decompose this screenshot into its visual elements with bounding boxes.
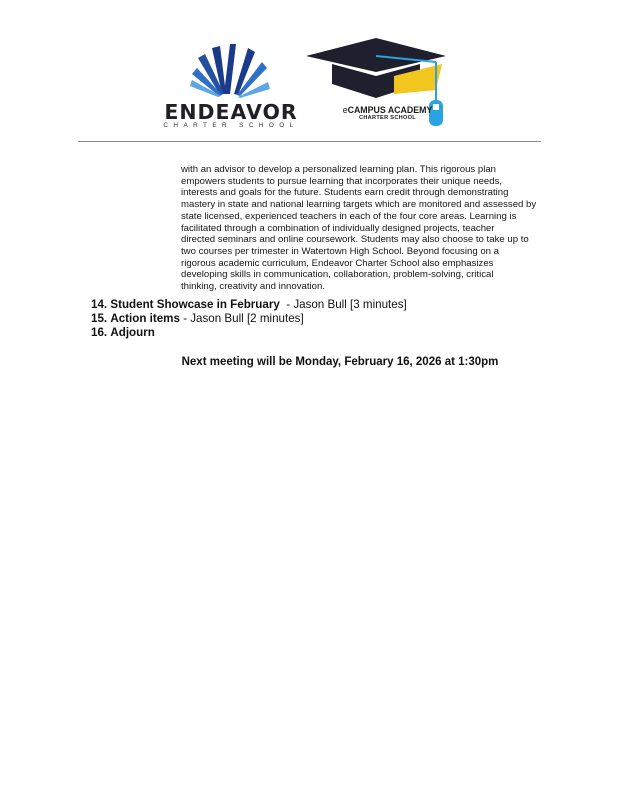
agenda-item-number: 15. (91, 312, 108, 326)
ecampus-wordmark-main: CAMPUS ACADEMY (347, 105, 433, 115)
agenda-item (91, 298, 511, 312)
agenda-item-title: Adjourn (110, 326, 155, 340)
agenda-item-detail: - Jason Bull [3 minutes] (279, 298, 407, 311)
agenda-item (91, 312, 511, 326)
agenda-item-title: Action items (110, 312, 180, 326)
paragraph-line: mastery in state and national learning targets which are monitored and assessed by (181, 199, 537, 211)
header-divider (78, 141, 541, 142)
ecampus-logo (306, 36, 451, 132)
body-paragraph (181, 164, 549, 293)
agenda-item-number: 16. (91, 326, 108, 340)
endeavor-wordmark: ENDEAVOR (164, 100, 298, 124)
ecampus-wordmark-prefix: e (342, 105, 348, 115)
agenda-list (91, 298, 511, 341)
ecampus-wordmark (330, 105, 445, 115)
paragraph-line: rigorous academic curriculum, Endeavor Charter School also emphasizes (181, 257, 494, 269)
agenda-item-title: Student Showcase in February (110, 298, 280, 311)
paragraph-line: with an advisor to develop a personalized learning plan. This rigorous plan (181, 164, 497, 175)
paragraph-line: thinking, creativity and innovation. (181, 281, 325, 293)
paragraph-line: interests and goals for the future. Students earn credit through demonstrating (181, 187, 509, 199)
paragraph-line: two courses per trimester in Watertown High School. Beyond focusing on a (181, 245, 499, 257)
endeavor-logo (156, 40, 306, 132)
paragraph-line: empowers students to pursue learning that incorporates their unique needs, (181, 175, 503, 187)
endeavor-sunburst-icon (190, 40, 270, 100)
agenda-item-detail: - Jason Bull [2 minutes] (179, 312, 304, 326)
agenda-item (91, 326, 511, 340)
paragraph-line: facilitated through a combination of individually designed projects, teacher (181, 222, 495, 234)
ecampus-subtitle: CHARTER SCHOOL (358, 115, 417, 121)
endeavor-subtitle: CHARTER SCHOOL (163, 122, 299, 129)
paragraph-line: state licensed, experienced teachers in each of the four core areas. Learning is (181, 210, 517, 222)
agenda-item-number: 14. (91, 298, 108, 311)
next-meeting-notice: Next meeting will be Monday, February 16, 2026 at 1:30pm (181, 356, 499, 368)
paragraph-line: directed seminars and online coursework. Students may also choose to take up to (181, 234, 529, 246)
paragraph-line: developing skills in communication, collaboration, problem-solving, critical (181, 269, 494, 281)
